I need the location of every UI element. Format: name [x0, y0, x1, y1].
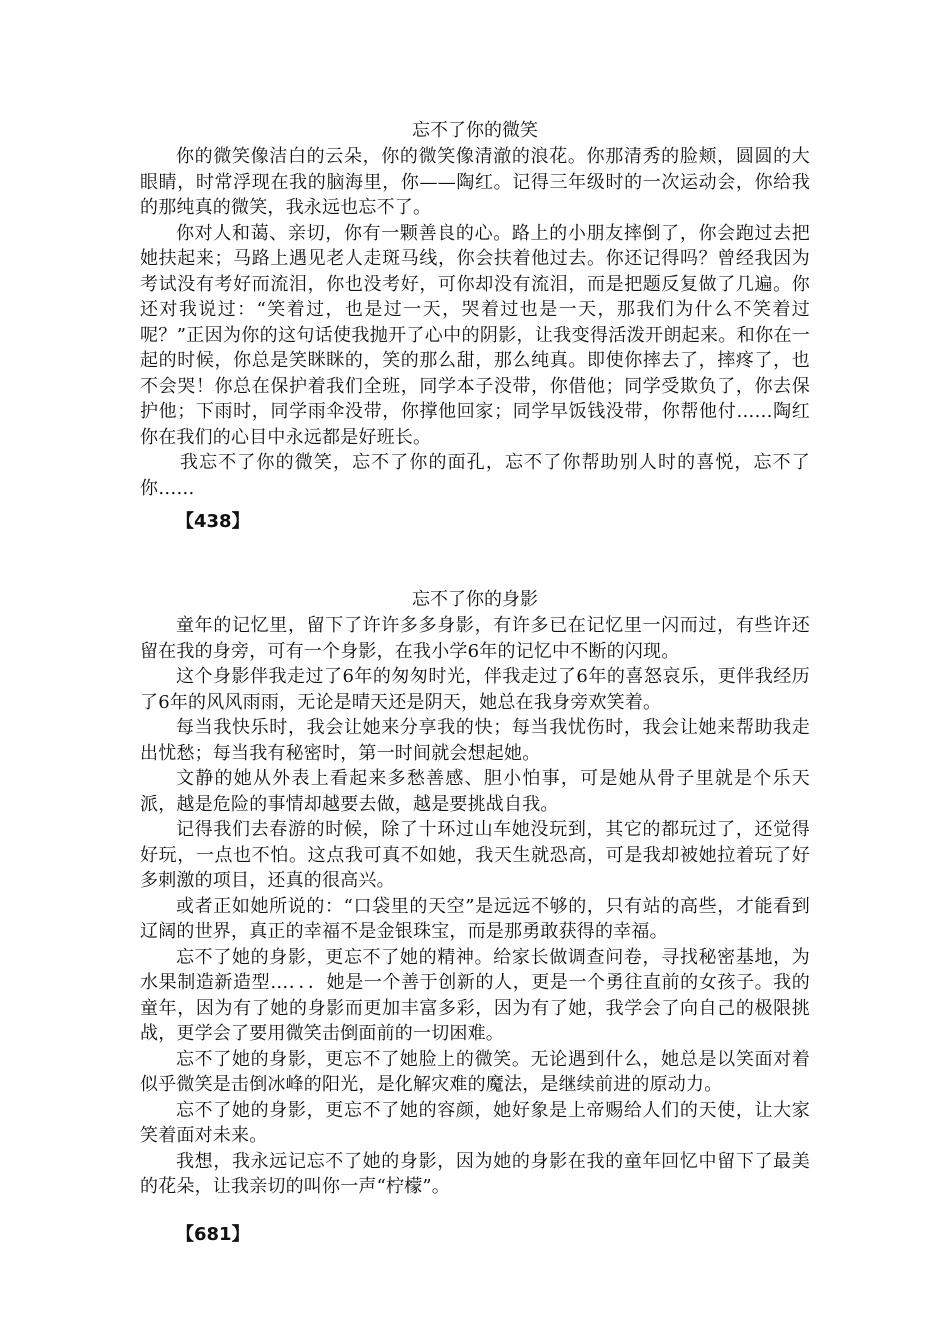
- paragraph: 记得我们去春游的时候，除了十环过山车她没玩到，其它的都玩过了，还觉得好玩，一点也不怕。这点我可真不如她，我天生就恐高，可是我却被她拉着玩了好多刺激的项目，还真的很高兴。: [140, 819, 810, 891]
- paragraph: 童年的记忆里，留下了许许多多身影，有许多已在记忆里一闪而过，有些许还留在我的身旁，可有一个身影，在我小学6年的记忆中不断的闪现。: [140, 615, 810, 662]
- paragraph: 这个身影伴我走过了6年的匆匆时光，伴我走过了6年的喜怒哀乐，更伴我经历了6年的风风雨雨，无论是晴天还是阴天，她总在我身旁欢笑着。: [140, 666, 810, 713]
- paragraph: 忘不了她的身影，更忘不了她脸上的微笑。无论遇到什么，她总是以笑面对着似乎微笑是击倒冰峰的阳光，是化解灾难的魔法，是继续前进的原动力。: [140, 1048, 810, 1095]
- paragraph: 你的微笑像洁白的云朵，你的微笑像清澈的浪花。你那清秀的脸颊，圆圆的大眼睛，时常浮现在我的脑海里，你——陶红。记得三年级时的一次运动会，你给我的那纯真的微笑，我永远也忘不了。: [140, 146, 810, 218]
- essay-title: 忘不了你的身影: [412, 589, 538, 610]
- paragraph: 我想，我永远记忘不了她的身影，因为她的身影在我的童年回忆中留下了最美的花朵，让我亲切的叫你一声“柠檬”。: [140, 1150, 810, 1197]
- paragraph: 你对人和蔼、亲切，你有一颗善良的心。路上的小朋友摔倒了，你会跑过去把她扶起来；马路上遇见老人走斑马线，你会扶着他过去。你还记得吗？曾经我因为考试没有考好而流泪，你也没考好，可你却没有流泪，而是把题反复做了几遍。你还对我说过：“笑着过，也是过一天，哭着过也是一天，那我们为什么不笑着过呢？”正因为你的这句话使我抛开了心中的阴影，让我变得活泼开朗起来。和你在一起的时候，你总是笑眯眯的，笑的那么甜，那么纯真。即使你摔去了，摔疼了，也不会哭！你总在保护着我们全班，同学本子没带，你借他；同学受欺负了，你去保护他；下雨时，同学雨伞没带，你撑他回家；同学早饭钱没带，你帮他付……陶红你在我们的心目中永远都是好班长。: [140, 222, 810, 448]
- paragraph: 我忘不了你的微笑，忘不了你的面孔，忘不了你帮助别人时的喜悦，忘不了你……: [140, 452, 810, 499]
- paragraph: 忘不了她的身影，更忘不了她的精神。给家长做调查问卷，寻找秘密基地，为水果制造新造型…．．．她是一个善于创新的人，更是一个勇往直前的女孩子。我的童年，因为有了她的身影而更加丰富多彩，因为有了她，我学会了向自己的极限挑战，更学会了要用微笑击倒面前的一切困难。: [140, 946, 810, 1044]
- essay-section: [140, 587, 810, 1248]
- paragraph: 文静的她从外表上看起来多愁善感、胆小怕事，可是她从骨子里就是个乐天派，越是危险的事情却越要去做，越是要挑战自我。: [140, 768, 810, 815]
- paragraph: 或者正如她所说的：“口袋里的天空”是远远不够的，只有站的高些，才能看到辽阔的世界，真正的幸福不是金银珠宝，而是那勇敢获得的幸福。: [140, 895, 810, 942]
- essay-title: 忘不了你的微笑: [412, 120, 538, 141]
- word-count: 【438】: [176, 511, 250, 532]
- paragraph: 忘不了她的身影，更忘不了她的容颜，她好象是上帝赐给人们的天使，让大家笑着面对未来。: [140, 1099, 810, 1146]
- document-page: [140, 118, 810, 1248]
- word-count: 【681】: [176, 1223, 250, 1245]
- paragraph: 每当我快乐时，我会让她来分享我的快；每当我忧伤时，我会让她来帮助我走出忧愁；每当我有秘密时，第一时间就会想起她。: [140, 717, 810, 764]
